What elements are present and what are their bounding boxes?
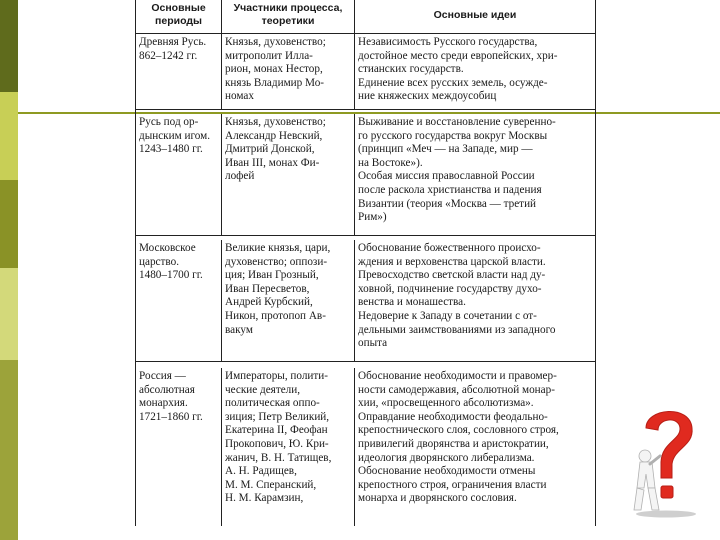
table-row: [136, 114, 595, 236]
participants-cell: Великие князья, цари, духовенство; оппози- ция; Иван Грозный, Иван Пересветов, Андрей Курбский, Никон, протопоп Ав- вакум: [222, 240, 355, 361]
table-row: [136, 240, 595, 362]
bar-segment: [0, 0, 18, 92]
table-row: [136, 34, 595, 110]
bar-segment: [0, 180, 18, 268]
bar-segment: [0, 92, 18, 180]
participants-cell: Императоры, полити- ческие деятели, политическая оппо- зиция; Петр Великий, Екатерина II, Феофан Прокопович, Ю. Кри- жанич, В. Н. Татищев, А. Н. Радищев, М. М. Сперанский, Н. М. Карамзин,: [222, 368, 355, 526]
history-table: [135, 0, 596, 526]
period-cell: Русь под ор- дынским игом. 1243–1480 гг.: [136, 114, 222, 235]
header-periods: Основные периоды: [136, 0, 222, 33]
period-cell: Россия — абсолютная монархия. 1721–1860 гг.: [136, 368, 222, 526]
table-header-row: [136, 0, 595, 34]
question-mark-figure-icon: [628, 398, 708, 518]
table-row: [136, 368, 595, 526]
participants-cell: Князья, духовенство; митрополит Илла- рион, монах Нестор, князь Владимир Мо- номах: [222, 34, 355, 109]
period-cell: Древняя Русь. 862–1242 гг.: [136, 34, 222, 109]
header-participants: Участники процесса, теоретики: [222, 0, 355, 33]
period-cell: Московское царство. 1480–1700 гг.: [136, 240, 222, 361]
ideas-cell: Обоснование необходимости и правомер- ности самодержавия, абсолютной монар- хии, «просвещенного абсолютизма». Оправдание необходимости феодально- крепостнического слоя, сословного строя, привилегий дворянства и аристократии, идеология дворянского либерализма. Обоснование необходимости отмены крепостного строя, ограничения власти монарха и дворянского сословия.: [358, 370, 559, 505]
bar-segment: [0, 268, 18, 360]
ideas-cell: Выживание и восстановление суверенно- го русского государства вокруг Москвы (принцип «Меч — на Западе, мир — на Востоке»). Особая миссия православной России после раскола христианства и падения Византии (теория «Москва — третий Рим»): [358, 116, 556, 224]
left-decorative-bar: [0, 0, 18, 540]
bar-segment: [0, 360, 18, 540]
ideas-cell: Обоснование божественного происхо- ждения и верховенства царской власти. Превосходство светской власти над ду- ховной, подчинение государству духо- венства и монашества. Недоверие к Западу в сочетании с от- дельными заимствованиями из западного опыта: [358, 242, 556, 350]
participants-cell: Князья, духовенство; Александр Невский, Дмитрий Донской, Иван III, монах Фи- лофей: [222, 114, 355, 235]
header-ideas: Основные идеи: [433, 9, 517, 21]
ideas-cell: Независимость Русского государства, достойное место среди европейских, хри- стианских государств. Единение всех русских земель, осужде- ние княжеских междоусобиц: [358, 36, 558, 103]
